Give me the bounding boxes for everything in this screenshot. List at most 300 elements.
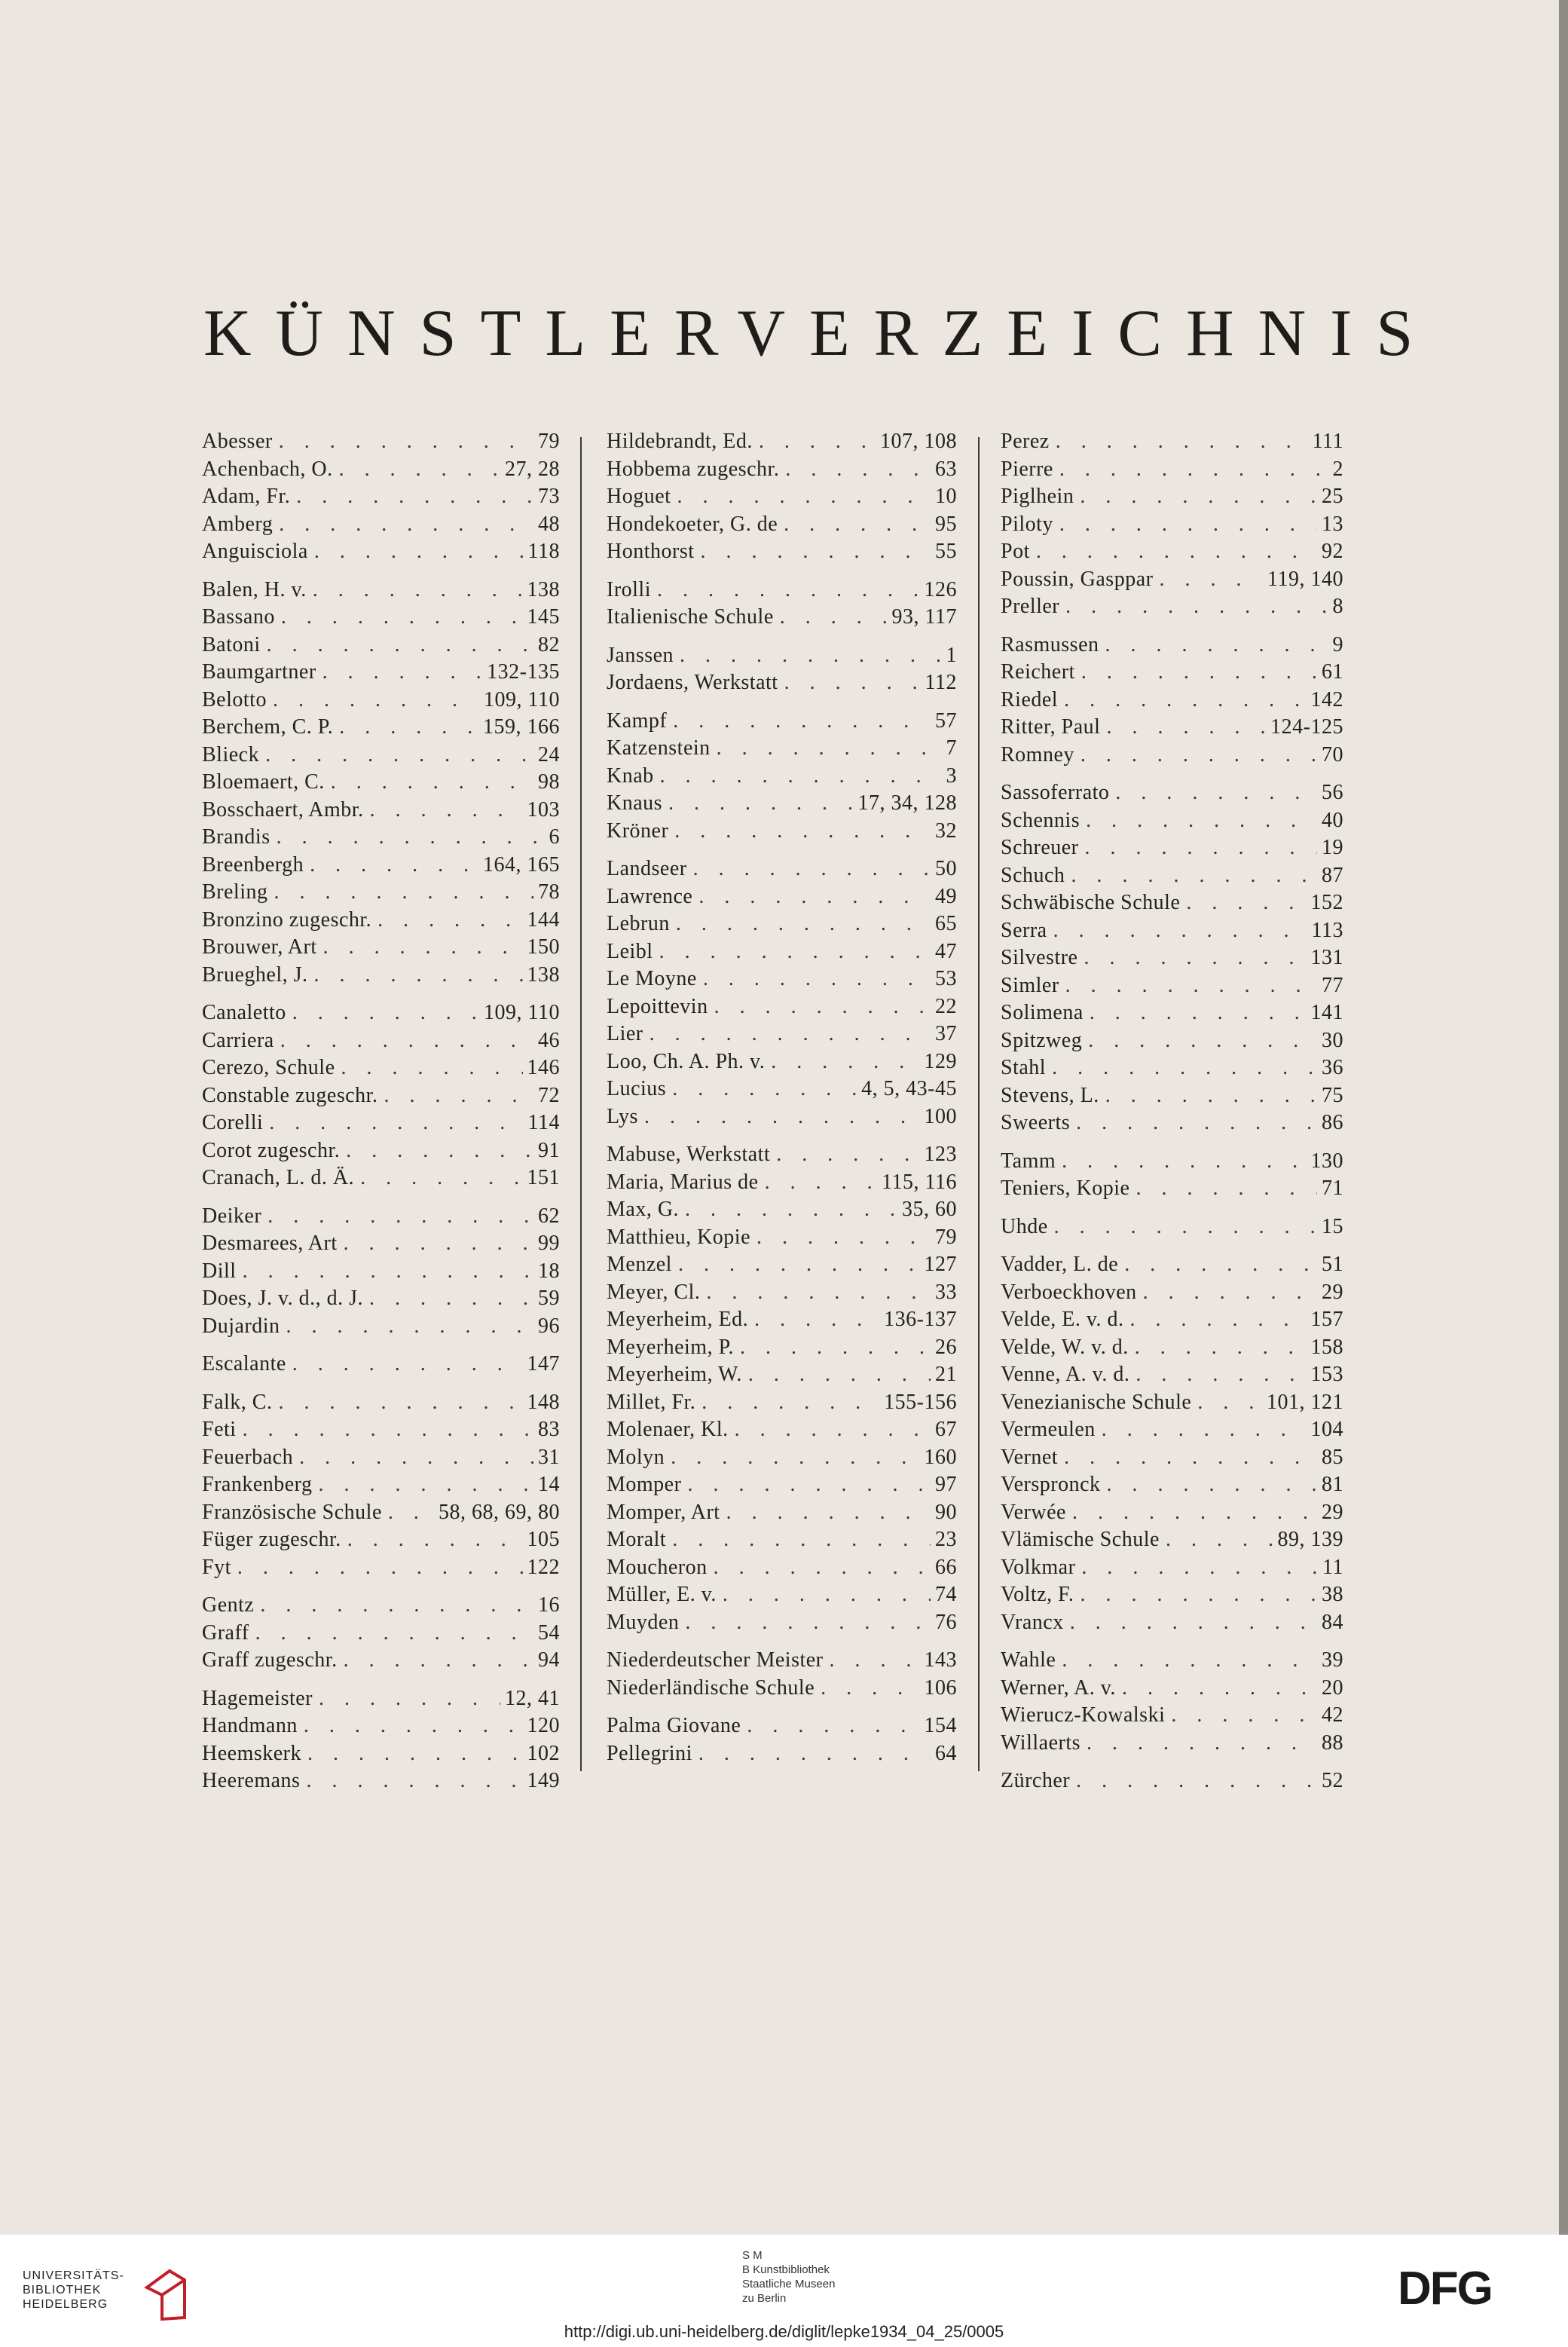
page-numbers: 23 xyxy=(935,1528,957,1551)
page-numbers: 146 xyxy=(527,1056,560,1079)
leader-dots xyxy=(1101,1473,1317,1497)
page-numbers: 58, 68, 69, 80 xyxy=(439,1500,560,1524)
index-entry xyxy=(607,1022,957,1050)
leader-dots xyxy=(1048,1215,1317,1239)
index-entry xyxy=(1001,660,1343,688)
index-entry xyxy=(607,967,957,995)
artist-name: Lys xyxy=(607,1104,638,1128)
page-numbers: 114 xyxy=(527,1111,560,1134)
leader-dots xyxy=(1074,743,1317,767)
page-numbers: 103 xyxy=(527,797,560,822)
index-entry xyxy=(607,1253,957,1281)
page-numbers: 138 xyxy=(527,962,560,987)
leader-dots xyxy=(340,1139,533,1163)
leader-dots xyxy=(1047,919,1307,943)
artist-name: Vernet xyxy=(1001,1445,1059,1469)
leader-dots xyxy=(666,1077,857,1101)
artist-name: Maria, Marius de xyxy=(607,1170,759,1194)
page-numbers: 65 xyxy=(935,912,957,935)
page-numbers: 42 xyxy=(1322,1703,1343,1727)
artist-name: Cerezo, Schule xyxy=(202,1056,335,1079)
artist-name: Canaletto xyxy=(202,1001,286,1024)
page-numbers: 97 xyxy=(935,1473,957,1496)
index-entry xyxy=(1001,1611,1343,1639)
index-entry xyxy=(202,1556,560,1584)
leader-dots xyxy=(354,1166,522,1190)
leader-dots xyxy=(815,1676,919,1700)
artist-name: Graff xyxy=(202,1620,249,1645)
artist-name: Bronzino zugeschr. xyxy=(202,907,372,932)
index-entry xyxy=(1001,513,1343,540)
artist-name: Spitzweg xyxy=(1001,1028,1083,1052)
leader-dots xyxy=(286,1001,479,1025)
artist-name: Meyerheim, P. xyxy=(607,1335,735,1359)
index-entry xyxy=(607,430,957,457)
artist-name: Uhde xyxy=(1001,1214,1048,1238)
leader-dots xyxy=(748,1308,879,1332)
index-entry xyxy=(202,1769,560,1797)
index-entry xyxy=(607,1676,957,1704)
page-numbers: 19 xyxy=(1322,836,1343,859)
artist-name: Momper, Art xyxy=(607,1500,720,1524)
leader-dots xyxy=(1099,1084,1317,1108)
page-numbers: 70 xyxy=(1322,742,1343,767)
page-numbers: 129 xyxy=(924,1049,957,1073)
artist-name: Molenaer, Kl. xyxy=(607,1418,729,1441)
leader-dots xyxy=(679,1611,931,1635)
page-numbers: 104 xyxy=(1310,1418,1343,1441)
artist-name: Janssen xyxy=(607,643,674,667)
index-entry xyxy=(1001,1731,1343,1759)
leader-dots xyxy=(695,540,931,564)
page-numbers: 85 xyxy=(1322,1445,1343,1469)
page-numbers: 160 xyxy=(924,1445,957,1469)
artist-name: Italienische Schule xyxy=(607,605,774,629)
dfg-logo: DFG xyxy=(1398,2263,1492,2315)
index-entry xyxy=(1001,715,1343,743)
artist-name: Constable zugeschr. xyxy=(202,1083,378,1107)
page-numbers: 33 xyxy=(935,1280,957,1304)
index-entry xyxy=(607,1648,957,1676)
leader-dots xyxy=(1129,1363,1306,1387)
leader-dots xyxy=(666,1528,931,1552)
page-numbers: 29 xyxy=(1322,1500,1343,1524)
index-entry xyxy=(1001,1676,1343,1704)
artist-name: Tamm xyxy=(1001,1149,1056,1173)
leader-dots xyxy=(679,1198,897,1222)
index-entry xyxy=(1001,1363,1343,1391)
artist-name: Escalante xyxy=(202,1352,286,1375)
page-numbers: 73 xyxy=(538,485,560,508)
artist-name: Reichert xyxy=(1001,660,1075,684)
artist-name: Breenbergh xyxy=(202,852,304,877)
index-entry xyxy=(607,1105,957,1133)
page-numbers: 51 xyxy=(1322,1253,1343,1276)
page-numbers: 107, 108 xyxy=(880,430,957,453)
artist-name: Hondekoeter, G. de xyxy=(607,512,778,536)
leader-dots xyxy=(708,1556,931,1580)
page-numbers: 79 xyxy=(935,1225,957,1249)
leader-dots xyxy=(765,1050,919,1074)
index-entry xyxy=(607,485,957,513)
index-entry xyxy=(607,605,957,633)
index-entry xyxy=(1001,809,1343,837)
artist-name: Balen, H. v. xyxy=(202,577,307,601)
leader-dots xyxy=(307,578,523,602)
artist-name: Rasmussen xyxy=(1001,632,1099,656)
index-entry xyxy=(202,1111,560,1139)
leader-dots xyxy=(1059,595,1328,619)
artist-name: Achenbach, O. xyxy=(202,457,333,481)
page-numbers: 48 xyxy=(538,512,560,536)
page-numbers: 157 xyxy=(1310,1308,1343,1331)
leader-dots xyxy=(313,1473,534,1497)
source-url[interactable]: http://digi.ub.uni-heidelberg.de/diglit/lepke1934_04_25/0005 xyxy=(564,2322,1004,2341)
page-numbers: 20 xyxy=(1322,1675,1343,1700)
artist-name: Handmann xyxy=(202,1714,298,1737)
index-entry xyxy=(1001,1703,1343,1731)
leader-dots xyxy=(1064,1611,1317,1635)
artist-name: Matthieu, Kopie xyxy=(607,1225,751,1249)
page-numbers: 78 xyxy=(538,880,560,904)
artist-name: Sweerts xyxy=(1001,1111,1071,1134)
index-entry xyxy=(1001,1769,1343,1797)
index-entry xyxy=(202,1001,560,1029)
page-numbers: 132-135 xyxy=(487,660,560,684)
page-numbers: 113 xyxy=(1311,918,1343,942)
page-numbers: 144 xyxy=(527,907,560,932)
index-entry xyxy=(202,1232,560,1259)
index-entry xyxy=(607,912,957,940)
leader-dots xyxy=(681,1473,931,1497)
artist-name: Honthorst xyxy=(607,540,695,563)
page-numbers: 112 xyxy=(925,671,957,694)
index-entry xyxy=(607,1473,957,1501)
page-numbers: 8 xyxy=(1332,595,1343,618)
page-numbers: 15 xyxy=(1322,1214,1343,1238)
page-numbers: 12, 41 xyxy=(505,1686,560,1710)
page-numbers: 109, 110 xyxy=(484,1001,560,1024)
library-logo-icon xyxy=(139,2265,192,2325)
leader-dots xyxy=(254,1593,533,1617)
leader-dots xyxy=(333,457,500,482)
artist-name: Jordaens, Werkstatt xyxy=(607,671,778,694)
artist-name: Desmarees, Art xyxy=(202,1232,338,1255)
page-numbers: 142 xyxy=(1310,687,1343,711)
artist-name: Heemskerk xyxy=(202,1741,302,1765)
artist-name: Brueghel, J. xyxy=(202,962,308,987)
leader-dots xyxy=(779,457,931,482)
index-entry xyxy=(1001,1648,1343,1676)
stamp-line: zu Berlin xyxy=(742,2292,787,2305)
leader-dots xyxy=(308,540,524,564)
leader-dots xyxy=(1118,1253,1317,1277)
index-column-3 xyxy=(1001,430,1343,1797)
artist-name: Lepoittevin xyxy=(607,994,708,1018)
leader-dots xyxy=(770,1143,919,1167)
index-entry xyxy=(607,857,957,885)
index-entry xyxy=(607,791,957,819)
artist-name: Pierre xyxy=(1001,457,1053,481)
stamp-line: S M xyxy=(742,2249,763,2262)
index-entry xyxy=(607,1050,957,1078)
leader-dots xyxy=(261,633,533,657)
page-numbers: 72 xyxy=(538,1083,560,1107)
artist-name: Knaus xyxy=(607,791,663,815)
page-numbers: 7 xyxy=(946,736,957,760)
artist-name: Voltz, F. xyxy=(1001,1583,1074,1606)
artist-name: Molyn xyxy=(607,1445,665,1469)
page-numbers: 46 xyxy=(538,1028,560,1052)
index-entry xyxy=(607,671,957,699)
index-entry xyxy=(202,825,560,853)
index-entry xyxy=(607,513,957,540)
index-entry xyxy=(607,578,957,606)
page-title: KÜNSTLERVERZEICHNIS xyxy=(203,297,1438,370)
leader-dots xyxy=(301,1742,522,1766)
artist-name: Willaerts xyxy=(1001,1730,1080,1755)
index-entry xyxy=(202,1029,560,1057)
leader-dots xyxy=(300,1769,522,1793)
artist-name: Anguisciola xyxy=(202,540,308,563)
leader-dots xyxy=(304,853,478,877)
index-entry xyxy=(202,1139,560,1167)
page-numbers: 158 xyxy=(1310,1335,1343,1359)
index-entry xyxy=(1001,1336,1343,1363)
viewer-footer xyxy=(0,2235,1568,2347)
index-entry xyxy=(202,688,560,716)
artist-name: Mabuse, Werkstatt xyxy=(607,1143,771,1166)
artist-name: Wierucz-Kowalski xyxy=(1001,1703,1166,1727)
artist-name: Meyer, Cl. xyxy=(607,1280,701,1304)
stamp-line: Staatliche Museen xyxy=(742,2278,836,2290)
index-entry xyxy=(1001,1528,1343,1556)
index-entry xyxy=(1001,540,1343,568)
page-numbers: 98 xyxy=(538,770,560,794)
leader-dots xyxy=(286,1352,523,1376)
artist-name: Poussin, Gasppar xyxy=(1001,567,1154,591)
index-entry xyxy=(1001,1418,1343,1446)
artist-name: Pellegrini xyxy=(607,1741,692,1765)
leader-dots xyxy=(293,1446,533,1470)
leader-dots xyxy=(1059,974,1317,998)
index-entry xyxy=(607,995,957,1023)
leader-dots xyxy=(1109,781,1317,805)
artist-name: Perez xyxy=(1001,430,1050,453)
page-numbers: 123 xyxy=(924,1143,957,1166)
artist-name: Graff zugeschr. xyxy=(202,1648,338,1672)
index-entry xyxy=(1001,430,1343,457)
page-numbers: 100 xyxy=(924,1104,957,1128)
artist-name: Katzenstein xyxy=(607,736,711,760)
leader-dots xyxy=(325,770,533,794)
page-numbers: 155-156 xyxy=(884,1390,957,1414)
leader-dots xyxy=(1099,633,1328,657)
artist-name: Leibl xyxy=(607,939,653,963)
index-entry xyxy=(1001,595,1343,623)
page-numbers: 90 xyxy=(935,1500,957,1524)
page-numbers: 17, 34, 128 xyxy=(857,791,957,815)
index-entry xyxy=(202,1648,560,1676)
artist-name: Silvestre xyxy=(1001,946,1078,969)
leader-dots xyxy=(662,791,853,815)
artist-name: Vlämische Schule xyxy=(1001,1528,1160,1551)
artist-name: Schreuer xyxy=(1001,836,1079,859)
index-entry xyxy=(1001,568,1343,595)
artist-name: Bosschaert, Ambr. xyxy=(202,797,364,822)
leader-dots xyxy=(1075,660,1317,684)
page-numbers: 18 xyxy=(538,1259,560,1283)
artist-name: Does, J. v. d., d. J. xyxy=(202,1287,364,1310)
index-entry xyxy=(1001,974,1343,1002)
leader-dots xyxy=(382,1501,434,1525)
index-entry xyxy=(607,819,957,847)
leader-dots xyxy=(377,1084,533,1108)
artist-name: Menzel xyxy=(607,1253,672,1276)
artist-name: Frankenberg xyxy=(202,1473,313,1496)
index-entry xyxy=(1001,1556,1343,1584)
artist-name: Verboeckhoven xyxy=(1001,1280,1137,1304)
index-entry xyxy=(202,1446,560,1473)
index-entry xyxy=(607,709,957,737)
leader-dots xyxy=(333,715,478,739)
index-entry xyxy=(202,1593,560,1621)
index-column-1 xyxy=(202,430,560,1797)
index-entry xyxy=(1001,688,1343,716)
artist-name: Wahle xyxy=(1001,1648,1056,1672)
index-entry xyxy=(1001,1149,1343,1177)
artist-name: Stevens, L. xyxy=(1001,1083,1099,1107)
column-divider xyxy=(580,437,582,1771)
page-numbers: 21 xyxy=(935,1363,957,1386)
artist-name: Landseer xyxy=(607,857,687,880)
index-entry xyxy=(202,743,560,771)
index-entry xyxy=(202,963,560,991)
index-entry xyxy=(202,1084,560,1112)
leader-dots xyxy=(774,605,888,629)
leader-dots xyxy=(1191,1391,1262,1415)
index-entry xyxy=(202,457,560,485)
page-numbers: 38 xyxy=(1322,1583,1343,1606)
page-numbers: 66 xyxy=(935,1555,957,1579)
leader-dots xyxy=(1065,864,1317,888)
artist-name: Füger zugeschr. xyxy=(202,1528,341,1551)
artist-name: Millet, Fr. xyxy=(607,1390,696,1414)
leader-dots xyxy=(1084,1001,1307,1025)
artist-name: Volkmar xyxy=(1001,1555,1076,1579)
artist-name: Lucius xyxy=(607,1077,667,1100)
artist-name: Deiker xyxy=(202,1204,262,1228)
index-entry xyxy=(1001,1056,1343,1084)
index-entry xyxy=(202,430,560,457)
leader-dots xyxy=(363,1287,533,1311)
leader-dots xyxy=(720,1501,931,1525)
index-entry xyxy=(1001,864,1343,892)
page-numbers: 22 xyxy=(935,994,957,1018)
leader-dots xyxy=(759,1170,877,1195)
leader-dots xyxy=(671,485,931,509)
artist-name: Piglhein xyxy=(1001,485,1074,508)
artist-name: Feuerbach xyxy=(202,1445,294,1469)
index-entry xyxy=(202,1352,560,1380)
page-numbers: 50 xyxy=(935,857,957,880)
artist-name: Baumgartner xyxy=(202,660,316,684)
leader-dots xyxy=(1058,688,1306,712)
leader-dots xyxy=(742,1363,931,1387)
artist-name: Venezianische Schule xyxy=(1001,1390,1192,1414)
leader-dots xyxy=(651,578,920,602)
index-entry xyxy=(607,1363,957,1391)
page-numbers: 74 xyxy=(935,1583,957,1606)
index-entry xyxy=(607,1336,957,1363)
page-numbers: 59 xyxy=(538,1287,560,1310)
page-numbers: 92 xyxy=(1322,540,1343,563)
leader-dots xyxy=(750,1226,931,1250)
index-entry xyxy=(607,644,957,672)
leader-dots xyxy=(1030,540,1317,564)
index-entry xyxy=(607,1583,957,1611)
leader-dots xyxy=(1046,1056,1317,1080)
leader-dots xyxy=(692,1742,931,1766)
stamp-line: B Kunstbibliothek xyxy=(742,2263,830,2276)
page-numbers: 143 xyxy=(924,1648,957,1672)
leader-dots xyxy=(1124,1308,1307,1332)
artist-name: Heeremans xyxy=(202,1769,301,1792)
index-entry xyxy=(1001,919,1343,947)
index-entry xyxy=(1001,1253,1343,1281)
leader-dots xyxy=(1137,1281,1317,1305)
index-entry xyxy=(607,457,957,485)
leader-dots xyxy=(643,1022,931,1046)
artist-name: Riedel xyxy=(1001,687,1059,711)
leader-dots xyxy=(271,825,545,849)
index-entry xyxy=(202,1056,560,1084)
leader-dots xyxy=(692,885,931,909)
leader-dots xyxy=(1066,1501,1317,1525)
leader-dots xyxy=(1074,1583,1317,1607)
leader-dots xyxy=(1079,836,1317,860)
leader-dots xyxy=(741,1714,919,1738)
page-numbers: 93, 117 xyxy=(891,605,957,629)
page-numbers: 145 xyxy=(527,605,560,629)
leader-dots xyxy=(1096,1418,1307,1442)
page-numbers: 24 xyxy=(538,742,560,767)
leader-dots xyxy=(274,1029,533,1053)
artist-name: Lier xyxy=(607,1022,643,1045)
page-numbers: 63 xyxy=(935,457,957,481)
library-line: HEIDELBERG xyxy=(23,2298,109,2311)
index-entry xyxy=(607,1446,957,1473)
library-line: BIBLIOTHEK xyxy=(23,2284,102,2297)
leader-dots xyxy=(1056,1648,1317,1672)
index-entry xyxy=(607,1170,957,1198)
leader-dots xyxy=(1075,1556,1318,1580)
artist-name: Simler xyxy=(1001,973,1059,997)
page-numbers: 36 xyxy=(1322,1056,1343,1079)
leader-dots xyxy=(364,798,523,822)
leader-dots xyxy=(1160,1528,1273,1552)
artist-name: Zürcher xyxy=(1001,1769,1071,1792)
leader-dots xyxy=(654,764,942,788)
artist-name: Amberg xyxy=(202,512,274,536)
index-entry xyxy=(1001,781,1343,809)
artist-name: Ritter, Paul xyxy=(1001,715,1101,739)
artist-name: Pot xyxy=(1001,540,1030,563)
page-numbers: 27, 28 xyxy=(505,457,560,481)
artist-name: Vermeulen xyxy=(1001,1418,1096,1441)
index-entry xyxy=(202,1621,560,1649)
index-entry xyxy=(1001,1029,1343,1057)
